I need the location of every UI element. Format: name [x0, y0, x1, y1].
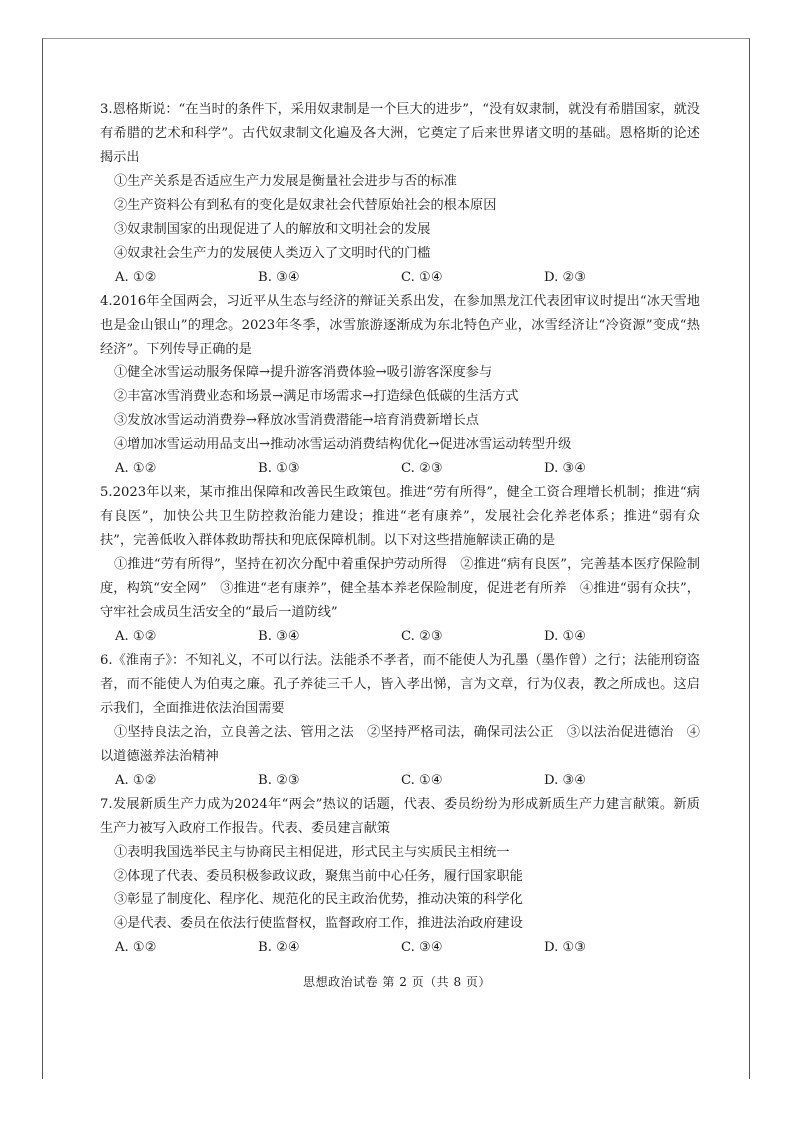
- option-a: A. ①②: [115, 628, 157, 644]
- answer-options: [100, 936, 700, 960]
- question-stem: 7.发展新质生产力成为2024年“两会”热议的话题，代表、委员纷纷为形成新质生产力建言献策。新质生产力被写入政府工作报告。代表、委员建言献策: [100, 796, 700, 836]
- option-b: B. ②③: [258, 772, 300, 788]
- question-stem: 3.恩格斯说：“在当时的条件下，采用奴隶制是一个巨大的进步”，“没有奴隶制，就没有希腊国家，就没有希腊的艺术和科学”。古代奴隶制文化遍及各大洲，它奠定了后来世界诸文明的基础。恩格斯的论述揭示出: [100, 102, 700, 165]
- option-a: A. ①②: [115, 940, 157, 956]
- statement: ④是代表、委员在依法行使监督权，监督政府工作，推进法治政府建设: [114, 916, 523, 932]
- question-stem: 5.2023年以来，某市推出保障和改善民生政策包。推进“劳有所得”，健全工资合理增长机制；推进“病有良医”，加快公共卫生防控救治能力建设；推进“老有康养”，发展社会化养老体系；推进“弱有众扶”，完善低收入群体救助帮扶和兜底保障机制。以下对这些措施解读正确的是: [100, 485, 700, 549]
- question-4: [100, 290, 700, 482]
- option-a: A. ①②: [115, 772, 157, 788]
- statements-inline: ①推进“劳有所得”，坚持在初次分配中着重保护劳动所得 ②推进“病有良医”，完善基本医疗保险制度，构筑“安全网” ③推进“老有康养”，健全基本养老保险制度，促进老有所养 ④推进“弱有众扶”，守牢社会成员生活安全的“最后一道防线”: [100, 557, 700, 621]
- page-footer: 思想政治试卷 第 2 页（共 8 页）: [303, 975, 491, 989]
- option-c: C. ①④: [401, 269, 443, 285]
- option-c: C. ②③: [401, 628, 443, 644]
- statement: ①生产关系是否适应生产力发展是衡量社会进步与否的标准: [114, 173, 457, 189]
- option-c: C. ③④: [401, 940, 443, 956]
- option-b: B. ①③: [258, 461, 300, 477]
- statement: ②丰富冰雪消费业态和场景→满足市场需求→打造绿色低碳的生活方式: [114, 389, 519, 405]
- option-b: B. ②④: [258, 940, 300, 956]
- answer-options: [100, 769, 700, 793]
- statement: ②体现了代表、委员积极参政议政，聚焦当前中心任务，履行国家职能: [114, 868, 523, 884]
- statement: ②生产资料公有到私有的变化是奴隶社会代替原始社会的根本原因: [114, 197, 497, 213]
- option-d: D. ①④: [544, 628, 587, 644]
- option-c: C. ②③: [401, 461, 443, 477]
- option-b: B. ③④: [258, 269, 300, 285]
- statement: ④奴隶社会生产力的发展使人类迈入了文明时代的门槛: [114, 245, 431, 261]
- option-c: C. ①④: [401, 772, 443, 788]
- exam-content: [100, 98, 700, 960]
- question-5: [100, 481, 700, 649]
- answer-options: [100, 457, 700, 481]
- statement: ④增加冰雪运动用品支出→推动冰雪运动消费结构优化→促进冰雪运动转型升级: [114, 437, 572, 453]
- statement: ①健全冰雪运动服务保障→提升游客消费体验→吸引游客深度参与: [114, 365, 493, 381]
- question-7: [100, 793, 700, 961]
- option-a: A. ①②: [115, 269, 157, 285]
- statements-inline: ①坚持良法之治，立良善之法、管用之法 ②坚持严格司法，确保司法公正 ③以法治促进德治 ④以道德滋养法治精神: [100, 724, 700, 764]
- question-3: [100, 98, 700, 290]
- statement: ③彰显了制度化、程序化、规范化的民主政治优势，推动决策的科学化: [114, 892, 523, 908]
- question-stem: 6.《淮南子》：不知礼义，不可以行法。法能杀不孝者，而不能使人为孔墨（墨作曾）之行；法能刑窃盗者，而不能使人为伯夷之廉。孔子养徒三千人，皆入孝出悌，言为文章，行为仪表，教之所成也。这启示我们，全面推进依法治国需要: [100, 652, 700, 716]
- statement: ①表明我国选举民主与协商民主相促进，形式民主与实质民主相统一: [114, 844, 510, 860]
- option-a: A. ①②: [115, 461, 157, 477]
- question-stem: 4.2016年全国两会，习近平从生态与经济的辩证关系出发，在参加黑龙江代表团审议时提出“冰天雪地也是金山银山”的理念。2023年冬季，冰雪旅游逐渐成为东北特色产业，冰雪经济让“冷资源”变成“热经济”。下列传导正确的是: [100, 293, 700, 357]
- answer-options: [100, 266, 700, 290]
- option-d: D. ③④: [544, 772, 587, 788]
- option-d: D. ③④: [544, 461, 587, 477]
- option-b: B. ③④: [258, 628, 300, 644]
- statement: ③奴隶制国家的出现促进了人的解放和文明社会的发展: [114, 221, 431, 237]
- question-6: [100, 649, 700, 793]
- option-d: D. ①③: [544, 940, 587, 956]
- answer-options: [100, 625, 700, 649]
- statement: ③发放冰雪运动消费券→释放冰雪消费潜能→培育消费新增长点: [114, 413, 479, 429]
- option-d: D. ②③: [544, 269, 587, 285]
